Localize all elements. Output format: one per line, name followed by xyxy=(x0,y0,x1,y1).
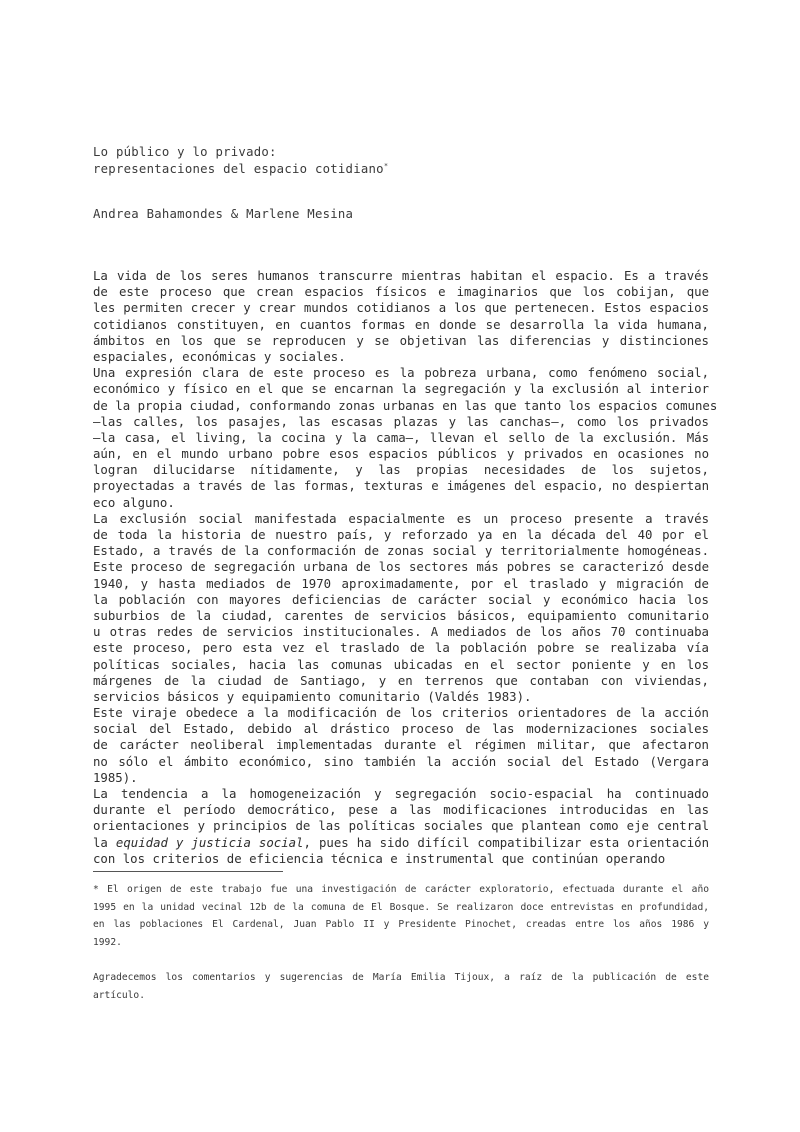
article-authors: Andrea Bahamondes & Marlene Mesina xyxy=(93,207,354,221)
footnote-separator xyxy=(93,871,283,872)
text-line: La vida de los seres humanos transcurre mientras habitan el espacio. Es a través xyxy=(93,269,709,283)
text-line: márgenes de la ciudad de Santiago, y en terrenos que contaban con viviendas, xyxy=(93,673,709,688)
text-line: Una expresión clara de este proceso es la pobreza urbana, como fenómeno social, xyxy=(93,366,709,381)
footnote-line: * El origen de este trabajo fue una investigación de carácter exploratorio, efectuada durante el año xyxy=(93,884,709,895)
text-line: suburbios de la ciudad, carentes de servicios básicos, equipamiento comunitario xyxy=(93,608,709,623)
title-line-1: Lo público y lo privado: xyxy=(93,145,277,159)
article-body xyxy=(93,268,718,867)
text-line: 1940, y hasta mediados de 1970 aproximadamente, por el traslado y migración de xyxy=(93,576,709,591)
text-line: servicios básicos y equipamiento comunitario (Valdés 1983). xyxy=(93,689,532,704)
footnote-1 xyxy=(93,881,709,951)
text-line: cotidianos constituyen, en cuantos formas en donde se desarrolla la vida humana, xyxy=(93,317,709,332)
text-line: La exclusión social manifestada espacialmente es un proceso presente a través xyxy=(93,511,709,526)
footnote-line: 1992. xyxy=(93,936,122,948)
text-line: no sólo el ámbito económico, sino también la acción social del Estado (Vergara xyxy=(93,754,709,769)
footnote-acknowledgement xyxy=(93,969,709,1004)
footnotes xyxy=(93,881,709,1004)
footnote-line: en las poblaciones El Cardenal, Juan Pablo II y Presidente Pinochet, creadas entre los años 1986 y xyxy=(93,919,709,931)
text-line: durante el período democrático, pese a las modificaciones introducidas en las xyxy=(93,803,709,818)
text-line: la población con mayores deficiencias de carácter social y económico hacia los xyxy=(93,592,709,607)
text-line-with-emphasis xyxy=(93,835,709,851)
text-line: de toda la historia de nuestro país, y reforzado ya en la década del 40 por el xyxy=(93,528,709,542)
text-line: de carácter neoliberal implementadas durante el régimen militar, que afectaron xyxy=(93,738,709,753)
footnote-line: Agradecemos los comentarios y sugerencias de María Emilia Tijoux, a raíz de la publicación de este xyxy=(93,971,709,983)
paragraph-1 xyxy=(93,268,709,365)
text-line: logran dilucidarse nítidamente, y las propias necesidades de los sujetos, xyxy=(93,463,709,478)
text-fragment: , pues ha sido difícil compatibilizar esta orientación xyxy=(303,835,710,850)
paragraph-3 xyxy=(93,511,709,705)
title-line-2 xyxy=(93,161,388,178)
title-line-2-text: representaciones del espacio cotidiano xyxy=(93,162,384,176)
footnote-line: 1995 en la unidad vecinal 12b de la comuna de El Bosque. Se realizaron doce entrevistas en profundidad, xyxy=(93,901,709,913)
emphasized-phrase: equidad y justicia social xyxy=(115,835,304,850)
text-line: de este proceso que crean espacios físicos e imaginarios que los cobijan, que xyxy=(93,285,709,300)
text-line: de la propia ciudad, conformando zonas urbanas en las que tanto los espacios comunes xyxy=(93,398,718,413)
text-line: Estado, a través de la conformación de zonas social y territorialmente homogéneas. xyxy=(93,544,709,559)
text-line: orientaciones y principios de las políticas sociales que plantean como eje central xyxy=(93,819,709,834)
text-line: aún, en el mundo urbano pobre esos espacios públicos y privados en ocasiones no xyxy=(93,447,709,462)
text-fragment: la xyxy=(93,835,116,850)
footnote-marker: * xyxy=(383,161,389,170)
paragraph-5 xyxy=(93,786,709,867)
text-line: económico y físico en el que se encarnan la segregación y la exclusión al interior xyxy=(93,382,709,397)
text-line: social del Estado, debido al drástico proceso de las modernizaciones sociales xyxy=(93,722,709,737)
paragraph-2 xyxy=(93,365,718,511)
text-line: Este viraje obedece a la modificación de los criterios orientadores de la acción xyxy=(93,706,709,721)
text-line: espaciales, económicas y sociales. xyxy=(93,349,346,364)
text-line: u otras redes de servicios institucionales. A mediados de los años 70 continuaba xyxy=(93,625,709,640)
text-line: con los criterios de eficiencia técnica e instrumental que continúan operando xyxy=(93,851,666,866)
footnote-gap xyxy=(93,951,709,969)
text-line: Este proceso de segregación urbana de los sectores más pobres se caracterizó desde xyxy=(93,560,709,575)
text-line: ámbitos en los que se reproducen y se objetivan las diferencias y distinciones xyxy=(93,333,709,348)
text-line: —las calles, los pasajes, las escasas plazas y las canchas—, como los privados xyxy=(93,414,709,429)
text-line: La tendencia a la homogeneización y segregación socio-espacial ha continuado xyxy=(93,787,709,801)
paragraph-4 xyxy=(93,705,709,786)
footnote-line: artículo. xyxy=(93,989,145,1001)
text-line: —la casa, el living, la cocina y la cama—, llevan el sello de la exclusión. Más xyxy=(93,430,709,445)
text-line: este proceso, pero esta vez el traslado de la población pobre se realizaba vía xyxy=(93,641,709,656)
text-line: 1985). xyxy=(93,770,138,785)
text-line: proyectadas a través de las formas, texturas e imágenes del espacio, no despiertan xyxy=(93,479,709,494)
text-line: les permiten crecer y crear mundos cotidianos a los que pertenecen. Estos espacios xyxy=(93,301,709,316)
article-title xyxy=(93,144,388,178)
text-line: políticas sociales, hacia las comunas ubicadas en el sector poniente y en los xyxy=(93,657,709,672)
text-line: eco alguno. xyxy=(93,495,175,510)
